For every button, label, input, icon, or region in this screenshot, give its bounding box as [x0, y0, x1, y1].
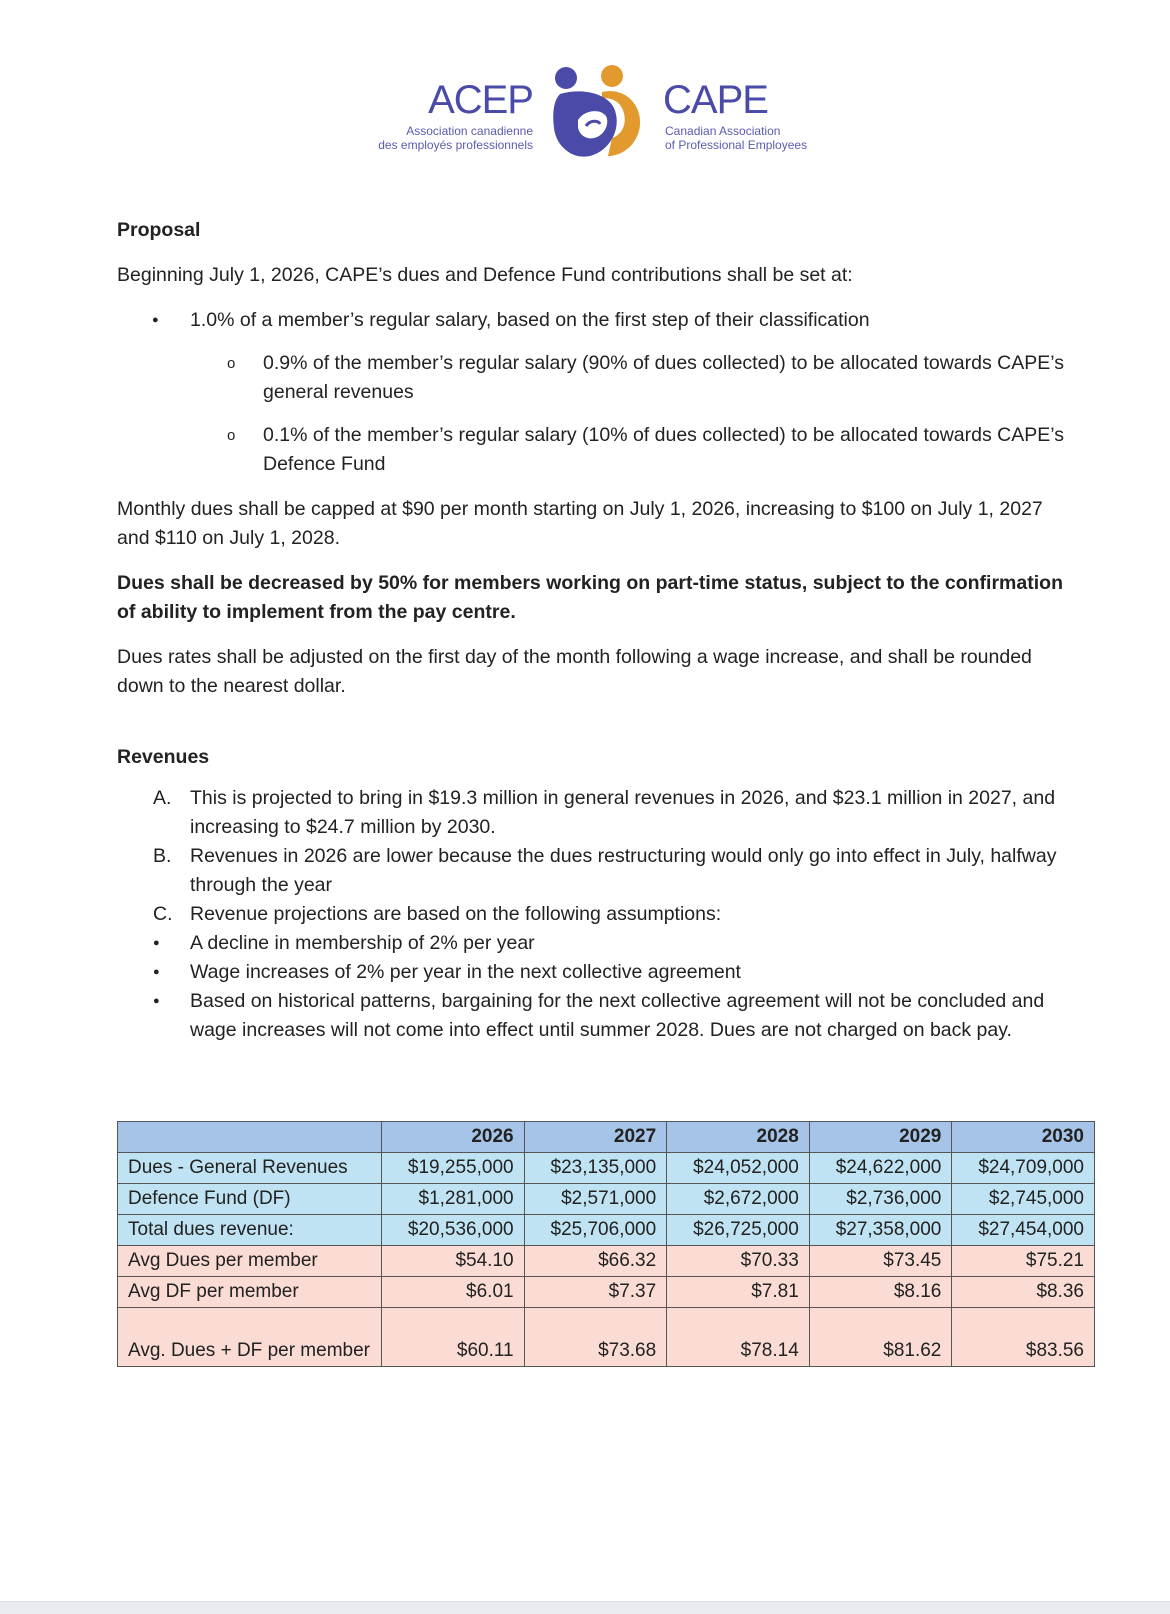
- list-item-label: C.: [153, 903, 173, 925]
- viewer-bottom-bar: [0, 1601, 1170, 1614]
- assumption-item: [117, 929, 1067, 958]
- table-cell: $2,672,000: [667, 1184, 810, 1215]
- assumption-item: [117, 987, 1067, 1045]
- logo-cape-title: CAPE: [663, 78, 768, 122]
- table-header-empty: [118, 1122, 382, 1153]
- list-item: [117, 842, 1067, 900]
- table-header-year: 2026: [382, 1122, 525, 1153]
- table-cell: $27,454,000: [952, 1215, 1095, 1246]
- table-cell: $66.32: [524, 1246, 667, 1277]
- assumption-text: Wage increases of 2% per year in the next collective agreement: [190, 961, 741, 983]
- sub-bullet-marker: o: [227, 427, 236, 444]
- table-cell: $73.45: [809, 1246, 952, 1277]
- table-row: [118, 1308, 1095, 1367]
- assumption-item: [117, 958, 1067, 987]
- list-item: [117, 900, 1067, 929]
- proposal-bullet: [117, 306, 1067, 335]
- dues-adjustment-paragraph: Dues rates shall be adjusted on the first day of the month following a wage increase, and shall be rounded down to the nearest dollar.: [117, 646, 1032, 697]
- table-header-year: 2027: [524, 1122, 667, 1153]
- table-cell: $19,255,000: [382, 1153, 525, 1184]
- part-time-paragraph: Dues shall be decreased by 50% for members working on part-time status, subject to the confirmation of ability to implement from the pay centre.: [117, 572, 1063, 623]
- list-item: [117, 784, 1067, 842]
- table-cell: $7.81: [667, 1277, 810, 1308]
- table-header-row: [118, 1122, 1095, 1153]
- table-cell: $8.36: [952, 1277, 1095, 1308]
- list-item-label: B.: [153, 845, 172, 867]
- table-cell: $54.10: [382, 1246, 525, 1277]
- table-row: [118, 1277, 1095, 1308]
- proposal-sub-bullet-2: [117, 421, 1067, 479]
- list-item-label: A.: [153, 787, 172, 809]
- table-cell: $7.37: [524, 1277, 667, 1308]
- row-label: Avg DF per member: [118, 1277, 382, 1308]
- sub-bullet-text: 0.9% of the member’s regular salary (90% of dues collected) to be allocated towards CAPE’s general revenues: [263, 352, 1064, 403]
- sub-bullet-text: 0.1% of the member’s regular salary (10% of dues collected) to be allocated towards CAPE’s Defence Fund: [263, 424, 1064, 475]
- bullet-icon: ●: [153, 937, 160, 949]
- row-label: Avg. Dues + DF per member: [118, 1308, 382, 1367]
- table-cell: $23,135,000: [524, 1153, 667, 1184]
- table-cell: $2,571,000: [524, 1184, 667, 1215]
- logo-cape-subtitle-line1: Canadian Association: [665, 124, 781, 138]
- row-label: Defence Fund (DF): [118, 1184, 382, 1215]
- table-cell: $1,281,000: [382, 1184, 525, 1215]
- list-item-text: This is projected to bring in $19.3 million in general revenues in 2026, and $23.1 million in 2027, and increasing to $24.7 million by 2030.: [190, 787, 1056, 838]
- table-cell: $24,622,000: [809, 1153, 952, 1184]
- header-logo: [0, 64, 1170, 164]
- table-cell: $27,358,000: [809, 1215, 952, 1246]
- table-row: [118, 1215, 1095, 1246]
- assumption-text: Based on historical patterns, bargaining for the next collective agreement will not be concluded and wage increases will not come into effect until summer 2028. Dues are not charged on back pay.: [190, 990, 1045, 1041]
- document-body: [117, 216, 1067, 1045]
- assumption-text: A decline in membership of 2% per year: [190, 932, 535, 954]
- logo-cape-subtitle-line2: of Professional Employees: [665, 138, 808, 152]
- list-item-text: Revenue projections are based on the following assumptions:: [190, 903, 722, 925]
- logo-cape-subtitle: [665, 124, 807, 152]
- logo-acep-title: ACEP: [428, 78, 533, 122]
- sub-bullet-marker: o: [227, 355, 236, 372]
- revenues-list: [117, 784, 1067, 1045]
- table-row: [118, 1184, 1095, 1215]
- table-cell: $25,706,000: [524, 1215, 667, 1246]
- logo-acep-subtitle: [378, 124, 533, 152]
- table-cell: $75.21: [952, 1246, 1095, 1277]
- table-cell: $8.16: [809, 1277, 952, 1308]
- list-item-text: Revenues in 2026 are lower because the dues restructuring would only go into effect in July, halfway through the year: [190, 845, 1057, 896]
- table-header-year: 2029: [809, 1122, 952, 1153]
- row-label: Dues - General Revenues: [118, 1153, 382, 1184]
- bullet-icon: ●: [153, 966, 160, 978]
- row-label: Total dues revenue:: [118, 1215, 382, 1246]
- row-label: Avg Dues per member: [118, 1246, 382, 1277]
- table-row: [118, 1153, 1095, 1184]
- table-cell: $2,745,000: [952, 1184, 1095, 1215]
- dues-cap-paragraph: Monthly dues shall be capped at $90 per month starting on July 1, 2026, increasing to $100 on July 1, 2027 and $110 on July 1, 2028.: [117, 498, 1043, 549]
- revenue-table: [117, 1121, 1095, 1367]
- table-cell: $24,709,000: [952, 1153, 1095, 1184]
- table-cell: $24,052,000: [667, 1153, 810, 1184]
- table-cell: $26,725,000: [667, 1215, 810, 1246]
- table-cell: $73.68: [524, 1308, 667, 1367]
- table-header-year: 2028: [667, 1122, 810, 1153]
- logo-emblem-icon: [550, 64, 650, 160]
- table-cell: $60.11: [382, 1308, 525, 1367]
- proposal-sub-bullet-1: [117, 349, 1067, 407]
- table-row: [118, 1246, 1095, 1277]
- logo-acep-subtitle-line1: Association canadienne: [406, 124, 533, 138]
- table-cell: $20,536,000: [382, 1215, 525, 1246]
- bullet-icon: ●: [153, 995, 160, 1007]
- table-cell: $83.56: [952, 1308, 1095, 1367]
- table-cell: $81.62: [809, 1308, 952, 1367]
- table-cell: $70.33: [667, 1246, 810, 1277]
- proposal-heading: Proposal: [117, 219, 201, 241]
- proposal-intro: Beginning July 1, 2026, CAPE’s dues and Defence Fund contributions shall be set at:: [117, 264, 853, 286]
- proposal-bullet-text: 1.0% of a member’s regular salary, based on the first step of their classification: [190, 309, 870, 331]
- table-header-year: 2030: [952, 1122, 1095, 1153]
- logo-acep-subtitle-line2: des employés professionnels: [378, 138, 533, 152]
- table-cell: $78.14: [667, 1308, 810, 1367]
- revenues-heading: Revenues: [117, 746, 210, 768]
- table-cell: $2,736,000: [809, 1184, 952, 1215]
- table-cell: $6.01: [382, 1277, 525, 1308]
